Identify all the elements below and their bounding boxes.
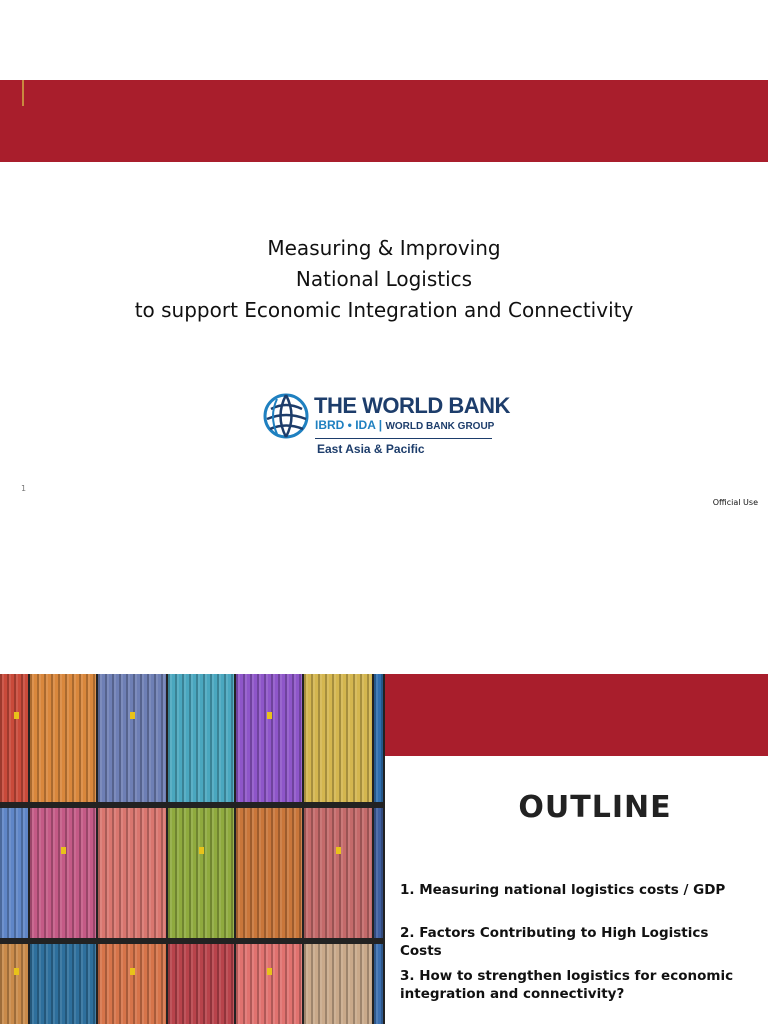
container-box (374, 674, 383, 802)
title-line-3: to support Economic Integration and Connectivity (134, 298, 634, 322)
shipping-containers-photo (0, 674, 385, 1024)
container-latch (14, 968, 19, 975)
container-box (304, 808, 372, 938)
container-box (30, 808, 96, 938)
globe-icon (263, 387, 311, 443)
logo-rule (315, 438, 492, 439)
logo-separator: | (378, 418, 386, 432)
container-latch (14, 712, 19, 719)
classification-label: Official Use (712, 498, 758, 507)
logo-wordmark: THE WORLD BANK (314, 393, 510, 418)
header-accent (22, 80, 24, 106)
title-line-2: National Logistics (295, 267, 473, 291)
container-box (98, 944, 166, 1024)
page-number: 1 (21, 484, 27, 493)
container-box (168, 808, 234, 938)
container-box (236, 808, 302, 938)
logo-group: WORLD BANK GROUP (385, 421, 495, 432)
logo-region: East Asia & Pacific (317, 442, 425, 456)
world-bank-logo (263, 385, 510, 457)
container-box (168, 674, 234, 802)
container-latch (61, 847, 66, 854)
container-latch (267, 968, 272, 975)
container-box (168, 944, 234, 1024)
container-latch (130, 712, 135, 719)
container-box (236, 944, 302, 1024)
title-line-1: Measuring & Improving (267, 236, 501, 260)
container-box (304, 674, 372, 802)
container-latch (130, 968, 135, 975)
container-box (0, 944, 28, 1024)
outline-header-band (385, 674, 768, 756)
slide-title (0, 233, 768, 326)
container-box (374, 944, 383, 1024)
container-box (304, 944, 372, 1024)
container-box (30, 944, 96, 1024)
header-band (0, 80, 768, 162)
container-box (0, 674, 28, 802)
logo-subline (315, 418, 494, 432)
container-latch (199, 847, 204, 854)
outline-item-3: 3. How to strengthen logistics for economic integration and connectivity? (400, 968, 734, 1002)
outline-item-1: 1. Measuring national logistics costs / GDP (400, 882, 726, 898)
container-box (30, 674, 96, 802)
logo-ibrd-ida: IBRD • IDA (315, 418, 376, 432)
container-latch (267, 712, 272, 719)
outline-item-2: 2. Factors Contributing to High Logistics Costs (400, 925, 709, 959)
container-box (236, 674, 302, 802)
outline-heading: OUTLINE (518, 790, 672, 825)
container-box (98, 808, 166, 938)
container-latch (336, 847, 341, 854)
container-box (374, 808, 383, 938)
container-box (98, 674, 166, 802)
container-box (0, 808, 28, 938)
